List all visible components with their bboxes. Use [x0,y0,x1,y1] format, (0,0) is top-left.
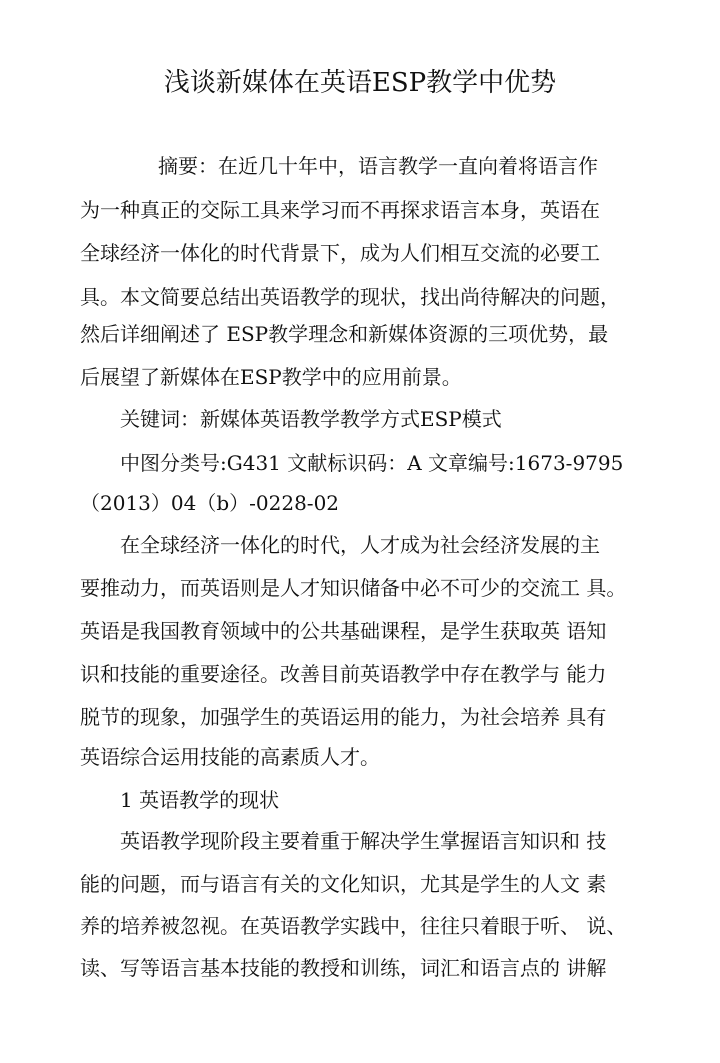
abstract-line: 全球经济一体化的时代背景下，成为人们相互交流的必要工 [80,241,600,265]
body-line: 读、写等语言基本技能的教授和训练，词汇和语言点的 讲解 [80,956,607,980]
intro-line: 英语综合运用技能的高素质人才。 [80,745,380,769]
intro-line: 英语是我国教育领域中的公共基础课程，是学生获取英 语知 [80,619,607,643]
document-title: 浅谈新媒体在英语ESP教学中优势 [163,68,557,98]
intro-line: 要推动力，而英语则是人才知识储备中必不可少的交流工 具。 [80,576,627,600]
abstract-line: 摘要：在近几十年中，语言教学一直向着将语言作 [158,154,598,178]
keywords-line: 关键词：新媒体英语教学教学方式ESP模式 [120,407,502,431]
issue-line: （2013）04（b）-0228-02 [80,491,340,515]
intro-line: 在全球经济一体化的时代，人才成为社会经济发展的主 [120,533,600,557]
intro-line: 脱节的现象，加强学生的英语运用的能力，为社会培养 具有 [80,705,607,729]
abstract-line: 具。本文简要总结出英语教学的现状，找出尚待解决的问题， [80,285,620,309]
body-line: 英语教学现阶段主要着重于解决学生掌握语言知识和 技 [120,829,607,853]
abstract-line: 为一种真正的交际工具来学习而不再探求语言本身，英语在 [80,198,600,222]
abstract-line: 然后详细阐述了 ESP教学理念和新媒体资源的三项优势，最 [80,322,609,346]
section-heading: 1 英语教学的现状 [120,788,280,812]
intro-line: 识和技能的重要途径。改善目前英语教学中存在教学与 能力 [80,662,607,686]
classification-line: 中图分类号:G431 文献标识码：A 文章编号:1673-9795 [120,451,624,475]
body-line: 养的培养被忽视。在英语教学实践中，往往只着眼于听、 说、 [80,914,627,938]
abstract-line: 后展望了新媒体在ESP教学中的应用前景。 [80,365,462,389]
body-line: 能的问题，而与语言有关的文化知识，尤其是学生的人文 素 [80,872,607,896]
